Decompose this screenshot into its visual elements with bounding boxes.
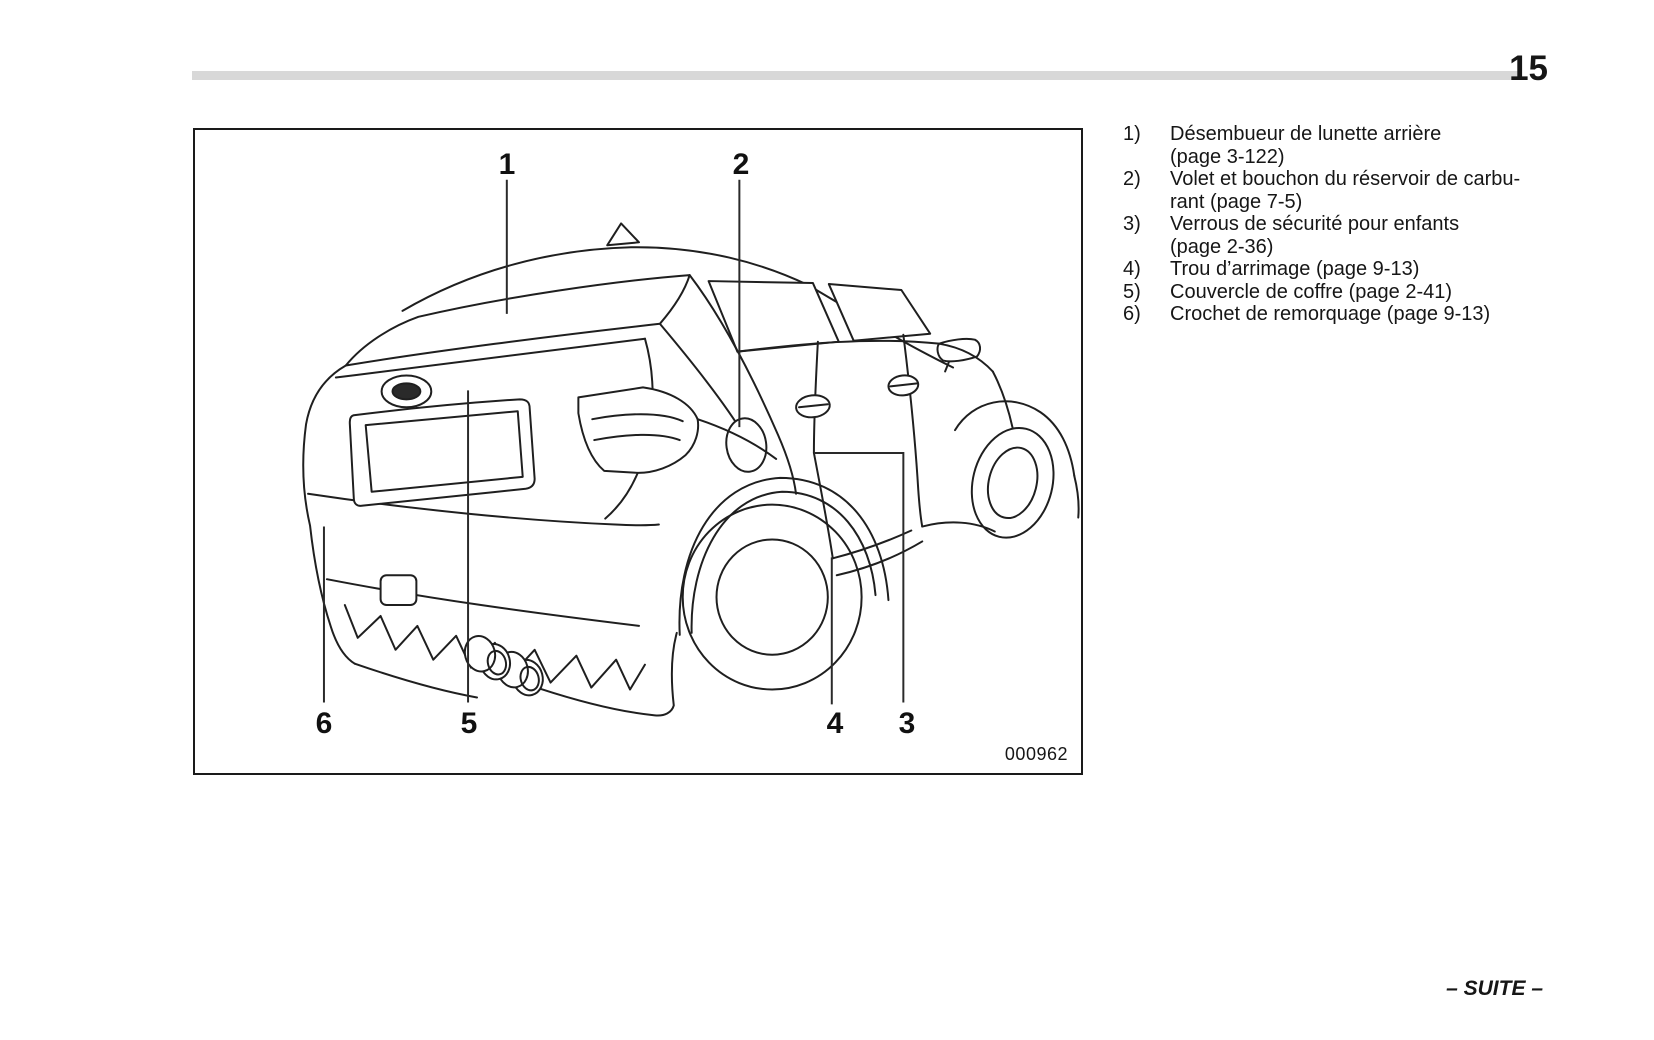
item-line: Crochet de remorquage (page 9-13) [1170,303,1491,325]
item-line: rant (page 7-5) [1170,190,1303,213]
callout-label-3: 3 [898,707,916,740]
list-item [1123,281,1558,304]
callout-label-2: 2 [732,148,750,181]
item-text [1170,168,1558,213]
item-line: Trou d’arrimage (page 9-13) [1170,258,1420,280]
list-item [1123,168,1558,213]
item-text [1170,123,1558,168]
item-line: Verrous de sécurité pour enfants [1170,213,1460,235]
item-line: Couvercle de coffre (page 2-41) [1170,280,1453,303]
car-rear-illustration [195,130,1081,773]
item-line: Volet et bouchon du réservoir de carbu- [1170,168,1521,190]
item-number: 5) [1123,280,1141,303]
continuation-note: – SUITE – [1446,977,1543,1000]
list-item [1123,303,1558,326]
item-text [1170,213,1558,258]
list-item [1123,123,1558,168]
item-text [1170,258,1558,281]
callout-label-4: 4 [826,707,844,740]
figure-box [193,128,1083,775]
parts-list [1123,123,1558,326]
item-text [1170,303,1558,326]
callout-label-6: 6 [315,707,333,740]
item-line: (page 3-122) [1170,145,1285,168]
figure-code: 000962 [1004,744,1068,764]
item-number: 3) [1123,213,1141,235]
item-line: Désembueur de lunette arrière [1170,123,1442,145]
item-line: (page 2-36) [1170,235,1274,258]
item-number: 4) [1123,258,1141,280]
item-number: 1) [1123,123,1141,145]
list-item [1123,258,1558,281]
list-item [1123,213,1558,258]
callout-label-1: 1 [498,148,516,181]
header-rule [192,71,1518,80]
page-number: 15 [1509,49,1548,88]
callout-label-5: 5 [460,707,478,740]
item-number: 2) [1123,168,1141,190]
item-number: 6) [1123,303,1141,325]
item-text [1170,281,1558,304]
